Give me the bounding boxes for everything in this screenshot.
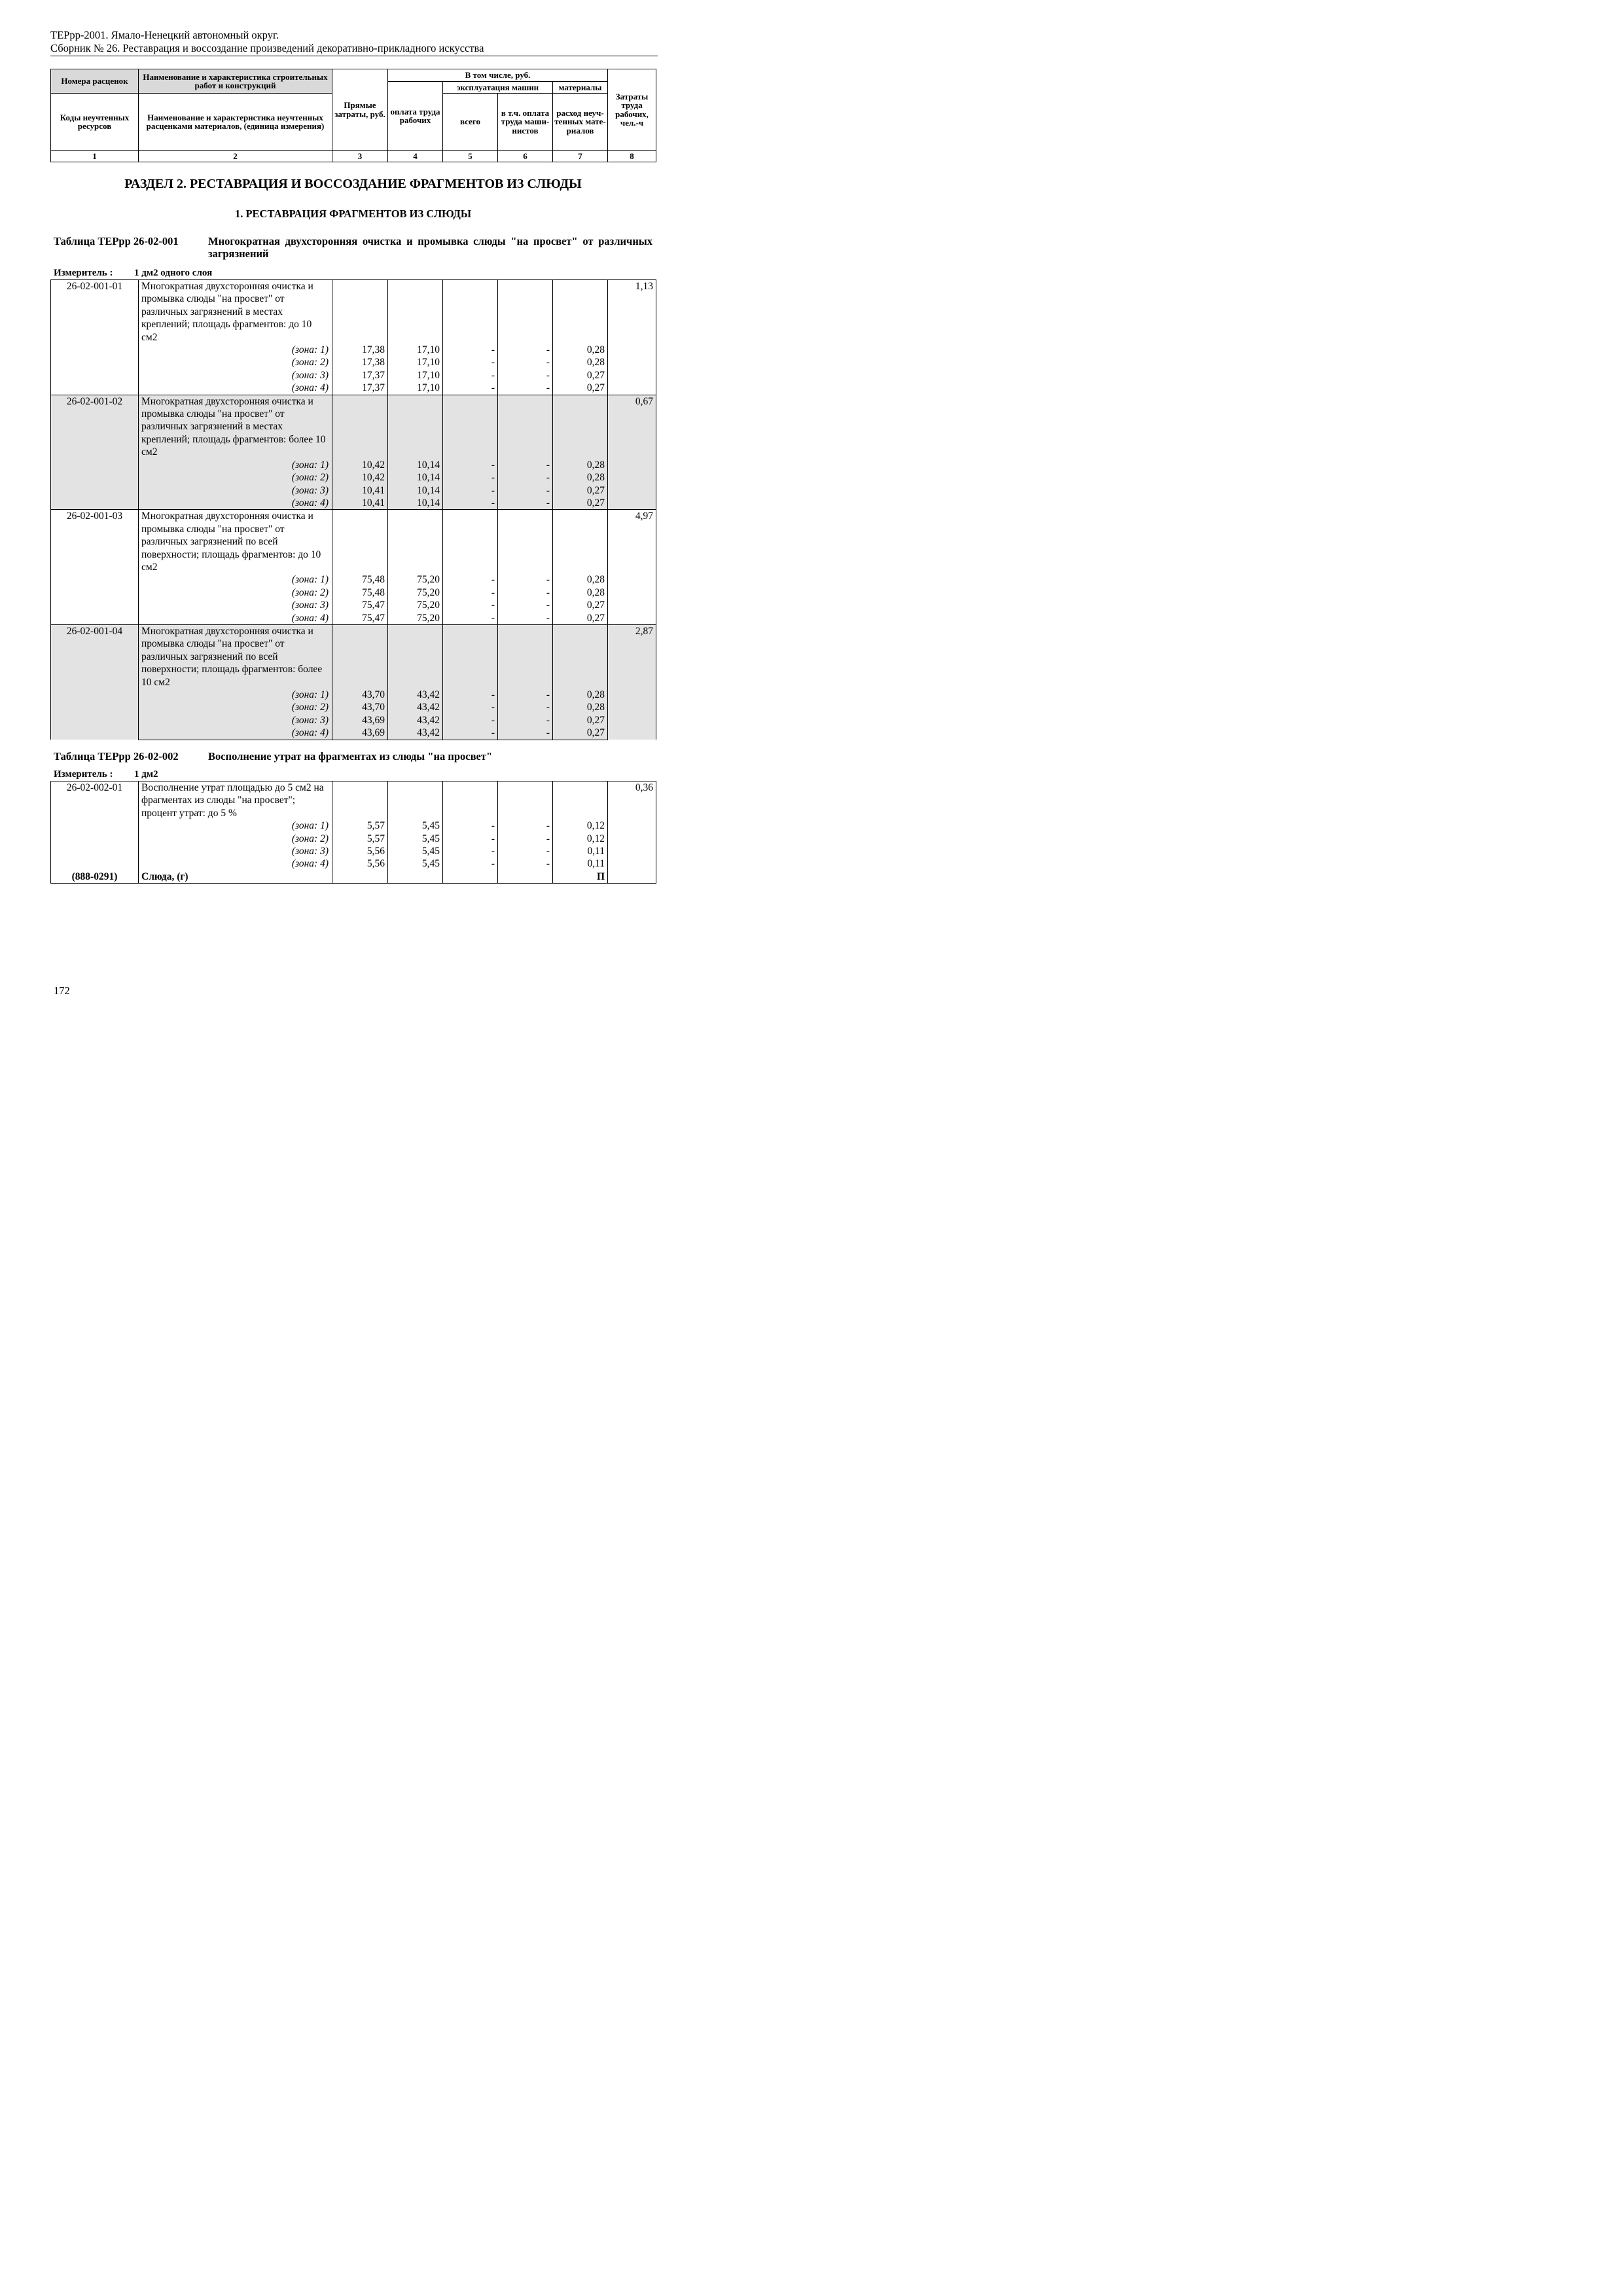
worker-pay: 10,14 — [388, 459, 443, 471]
zone-label: (зона: 2) — [139, 471, 332, 484]
measure-label: Измеритель : — [54, 769, 113, 780]
machinist-pay: - — [498, 369, 553, 382]
material-cost: 0,28 — [553, 689, 608, 701]
col-number: 7 — [553, 151, 608, 162]
material-cost: 0,28 — [553, 573, 608, 586]
direct-cost: 10,41 — [332, 497, 388, 510]
machinist-pay: - — [498, 819, 553, 832]
direct-cost: 5,57 — [332, 833, 388, 845]
machine-total: - — [443, 356, 498, 368]
rate-description: Многократная двухсторонняя очистка и промывка слюды "на просвет" от различных загрязнений в местах креплений; площадь фрагментов: до 10 см2 — [139, 280, 332, 344]
zone-row — [51, 689, 656, 701]
direct-cost: 75,48 — [332, 573, 388, 586]
direct-cost: 5,57 — [332, 819, 388, 832]
material-cost: 0,27 — [553, 726, 608, 740]
material-cost: 0,27 — [553, 369, 608, 382]
col-header-naim-neuchet: Наименование и характеристика неучтенных расценками материалов, (единица измерения) — [139, 94, 332, 151]
zone-row — [51, 833, 656, 845]
machinist-pay: - — [498, 459, 553, 471]
machine-total: - — [443, 701, 498, 713]
labor-cost: 4,97 — [608, 510, 656, 625]
empty-cell — [332, 624, 388, 689]
zone-label: (зона: 1) — [139, 573, 332, 586]
col-number: 4 — [388, 151, 443, 162]
col-header-kody: Коды неучтенных ресурсов — [51, 94, 139, 151]
col-header-pryamye: Прямые затраты, руб. — [332, 69, 388, 151]
machinist-pay: - — [498, 484, 553, 497]
zone-row — [51, 586, 656, 599]
zone-row — [51, 819, 656, 832]
col-header-naimenovanie: Наименование и характеристика строительных работ и конструкций — [139, 69, 332, 94]
empty-cell — [443, 870, 498, 884]
empty-cell — [443, 280, 498, 344]
machinist-pay: - — [498, 857, 553, 870]
document-page — [0, 0, 722, 1022]
machinist-pay: - — [498, 382, 553, 395]
empty-cell — [443, 624, 498, 689]
empty-cell — [443, 395, 498, 459]
machinist-pay: - — [498, 701, 553, 713]
table-name: Восполнение утрат на фрагментах из слюды "на просвет" — [208, 750, 493, 762]
direct-cost: 17,38 — [332, 356, 388, 368]
labor-cost: 1,13 — [608, 280, 656, 395]
machinist-pay: - — [498, 612, 553, 625]
zone-label: (зона: 1) — [139, 689, 332, 701]
worker-pay: 75,20 — [388, 573, 443, 586]
empty-cell — [443, 510, 498, 574]
col-header-zatraty: Затраты труда рабочих, чел.-ч — [608, 69, 656, 151]
zone-label: (зона: 2) — [139, 356, 332, 368]
zone-row — [51, 701, 656, 713]
worker-pay: 75,20 — [388, 586, 443, 599]
material-cost: 0,12 — [553, 833, 608, 845]
resource-flag: П — [553, 870, 608, 884]
worker-pay: 43,42 — [388, 714, 443, 726]
rate-description: Многократная двухсторонняя очистка и промывка слюды "на просвет" от различных загрязнений по всей поверхности; площадь фрагментов: более 10 см2 — [139, 624, 332, 689]
direct-cost: 75,48 — [332, 586, 388, 599]
table-label: Таблица ТЕРрр 26-02-001 — [54, 235, 179, 247]
worker-pay: 43,42 — [388, 701, 443, 713]
rate-description: Многократная двухсторонняя очистка и промывка слюды "на просвет" от различных загрязнений в местах креплений; площадь фрагментов: более 10 см2 — [139, 395, 332, 459]
machine-total: - — [443, 833, 498, 845]
zone-label: (зона: 3) — [139, 845, 332, 857]
col-number: 8 — [608, 151, 656, 162]
col-header-ekspluataciya: эксплуатация машин — [443, 82, 553, 94]
zone-label: (зона: 4) — [139, 857, 332, 870]
zone-row — [51, 845, 656, 857]
zone-row — [51, 599, 656, 611]
table-row — [51, 624, 656, 689]
empty-cell — [553, 624, 608, 689]
empty-cell — [498, 280, 553, 344]
worker-pay: 10,14 — [388, 484, 443, 497]
worker-pay: 43,42 — [388, 689, 443, 701]
empty-cell — [388, 510, 443, 574]
measure-unit — [54, 768, 158, 780]
machinist-pay: - — [498, 497, 553, 510]
machinist-pay: - — [498, 471, 553, 484]
worker-pay: 5,45 — [388, 819, 443, 832]
zone-label: (зона: 4) — [139, 612, 332, 625]
material-cost: 0,27 — [553, 612, 608, 625]
labor-cost: 0,67 — [608, 395, 656, 510]
zone-row — [51, 369, 656, 382]
material-cost: 0,28 — [553, 701, 608, 713]
direct-cost: 10,41 — [332, 484, 388, 497]
machine-total: - — [443, 689, 498, 701]
empty-cell — [388, 280, 443, 344]
worker-pay: 10,14 — [388, 471, 443, 484]
section-title: РАЗДЕЛ 2. РЕСТАВРАЦИЯ И ВОССОЗДАНИЕ ФРАГМЕНТОВ ИЗ СЛЮДЫ — [124, 177, 582, 191]
direct-cost: 5,56 — [332, 857, 388, 870]
material-cost: 0,28 — [553, 586, 608, 599]
zone-label: (зона: 2) — [139, 833, 332, 845]
direct-cost: 5,56 — [332, 845, 388, 857]
measure-value: 1 дм2 одного слоя — [134, 268, 213, 278]
header-line-2: Сборник № 26. Реставрация и воссоздание произведений декоративно-прикладного искусства — [50, 42, 484, 54]
machinist-pay: - — [498, 714, 553, 726]
measure-value: 1 дм2 — [134, 769, 158, 780]
machine-total: - — [443, 726, 498, 740]
empty-cell — [332, 781, 388, 820]
machine-total: - — [443, 599, 498, 611]
zone-row — [51, 714, 656, 726]
price-table — [50, 279, 656, 740]
subsection-title: 1. РЕСТАВРАЦИЯ ФРАГМЕНТОВ ИЗ СЛЮДЫ — [234, 207, 472, 220]
zone-row — [51, 356, 656, 368]
direct-cost: 75,47 — [332, 612, 388, 625]
zone-label: (зона: 4) — [139, 382, 332, 395]
machine-total: - — [443, 845, 498, 857]
machine-total: - — [443, 459, 498, 471]
material-cost: 0,28 — [553, 471, 608, 484]
col-number: 3 — [332, 151, 388, 162]
table-name: Многократная двухсторонняя очистка и промывка слюды "на просвет" от различных загрязнений — [208, 235, 652, 260]
empty-cell — [388, 781, 443, 820]
table-row — [51, 280, 656, 344]
machine-total: - — [443, 344, 498, 356]
direct-cost: 43,69 — [332, 714, 388, 726]
price-table — [50, 781, 656, 884]
machine-total: - — [443, 484, 498, 497]
machine-total: - — [443, 714, 498, 726]
direct-cost: 17,37 — [332, 382, 388, 395]
zone-label: (зона: 1) — [139, 344, 332, 356]
zone-label: (зона: 3) — [139, 714, 332, 726]
empty-cell — [388, 395, 443, 459]
machine-total: - — [443, 573, 498, 586]
worker-pay: 17,10 — [388, 344, 443, 356]
col-header-rashod: расход неуч-тенных мате-риалов — [553, 94, 608, 151]
zone-label: (зона: 4) — [139, 497, 332, 510]
empty-cell — [332, 395, 388, 459]
machine-total: - — [443, 586, 498, 599]
machine-total: - — [443, 857, 498, 870]
empty-cell — [498, 395, 553, 459]
measure-label: Измеритель : — [54, 268, 113, 278]
machinist-pay: - — [498, 573, 553, 586]
resource-name: Слюда, (г) — [139, 870, 332, 884]
worker-pay: 17,10 — [388, 356, 443, 368]
material-cost: 0,27 — [553, 382, 608, 395]
machine-total: - — [443, 382, 498, 395]
material-cost: 0,28 — [553, 344, 608, 356]
zone-row — [51, 612, 656, 625]
machinist-pay: - — [498, 356, 553, 368]
rate-code: 26-02-001-04 — [51, 624, 139, 740]
col-header-nomera: Номера расценок — [51, 69, 139, 94]
machinist-pay: - — [498, 586, 553, 599]
empty-cell — [553, 781, 608, 820]
table-row — [51, 395, 656, 459]
col-header-materialy: материалы — [553, 82, 608, 94]
running-header — [50, 29, 658, 56]
page-number: 172 — [54, 984, 70, 997]
worker-pay: 43,42 — [388, 726, 443, 740]
col-number: 2 — [139, 151, 332, 162]
direct-cost: 10,42 — [332, 471, 388, 484]
empty-cell — [553, 510, 608, 574]
direct-cost: 17,37 — [332, 369, 388, 382]
zone-row — [51, 484, 656, 497]
machinist-pay: - — [498, 833, 553, 845]
col-header-v-tom-chisle: В том числе, руб. — [388, 69, 608, 82]
empty-cell — [443, 781, 498, 820]
empty-cell — [498, 624, 553, 689]
header-line-1: ТЕРрр-2001. Ямало-Ненецкий автономный округ. — [50, 29, 279, 41]
direct-cost: 17,38 — [332, 344, 388, 356]
direct-cost: 75,47 — [332, 599, 388, 611]
empty-cell — [388, 624, 443, 689]
zone-row — [51, 471, 656, 484]
col-number: 1 — [51, 151, 139, 162]
zone-label: (зона: 2) — [139, 701, 332, 713]
col-header-vsego: всего — [443, 94, 498, 151]
col-number: 5 — [443, 151, 498, 162]
zone-row — [51, 726, 656, 740]
empty-cell — [332, 510, 388, 574]
empty-cell — [388, 870, 443, 884]
worker-pay: 5,45 — [388, 845, 443, 857]
table-caption — [54, 235, 652, 260]
material-cost: 0,27 — [553, 714, 608, 726]
machinist-pay: - — [498, 344, 553, 356]
zone-row — [51, 573, 656, 586]
machinist-pay: - — [498, 599, 553, 611]
zone-label: (зона: 1) — [139, 819, 332, 832]
zone-row — [51, 344, 656, 356]
direct-cost: 43,69 — [332, 726, 388, 740]
material-cost: 0,28 — [553, 459, 608, 471]
column-header-table — [50, 69, 656, 162]
direct-cost: 43,70 — [332, 689, 388, 701]
rate-description: Многократная двухсторонняя очистка и промывка слюды "на просвет" от различных загрязнений по всей поверхности; площадь фрагментов: до 10 см2 — [139, 510, 332, 574]
zone-label: (зона: 3) — [139, 484, 332, 497]
machine-total: - — [443, 369, 498, 382]
labor-cost: 2,87 — [608, 624, 656, 740]
worker-pay: 5,45 — [388, 857, 443, 870]
material-cost: 0,28 — [553, 356, 608, 368]
rate-code: 26-02-001-01 — [51, 280, 139, 395]
rate-description: Восполнение утрат площадью до 5 см2 на фрагментах из слюды "на просвет"; процент утрат: до 5 % — [139, 781, 332, 820]
rate-code: 26-02-001-03 — [51, 510, 139, 625]
col-header-vtch: в т.ч. оплата труда маши-нистов — [498, 94, 553, 151]
material-cost: 0,27 — [553, 599, 608, 611]
empty-cell — [332, 870, 388, 884]
machine-total: - — [443, 819, 498, 832]
worker-pay: 10,14 — [388, 497, 443, 510]
machine-total: - — [443, 471, 498, 484]
worker-pay: 5,45 — [388, 833, 443, 845]
resource-row — [51, 870, 656, 884]
zone-row — [51, 497, 656, 510]
labor-cost: 0,36 — [608, 781, 656, 870]
table-caption — [54, 750, 652, 762]
table-row — [51, 510, 656, 574]
rate-code: 26-02-001-02 — [51, 395, 139, 510]
empty-cell — [332, 280, 388, 344]
material-cost: 0,12 — [553, 819, 608, 832]
empty-cell — [553, 395, 608, 459]
material-cost: 0,27 — [553, 497, 608, 510]
empty-cell — [608, 870, 656, 884]
worker-pay: 75,20 — [388, 599, 443, 611]
machine-total: - — [443, 612, 498, 625]
material-cost: 0,11 — [553, 857, 608, 870]
worker-pay: 17,10 — [388, 382, 443, 395]
machine-total: - — [443, 497, 498, 510]
machinist-pay: - — [498, 845, 553, 857]
material-cost: 0,11 — [553, 845, 608, 857]
zone-row — [51, 459, 656, 471]
material-cost: 0,27 — [553, 484, 608, 497]
measure-unit — [54, 267, 213, 279]
table-row — [51, 781, 656, 820]
zone-label: (зона: 4) — [139, 726, 332, 740]
zone-label: (зона: 1) — [139, 459, 332, 471]
table-label: Таблица ТЕРрр 26-02-002 — [54, 750, 179, 762]
zone-row — [51, 857, 656, 870]
empty-cell — [498, 781, 553, 820]
resource-code: (888-0291) — [51, 870, 139, 884]
zone-label: (зона: 3) — [139, 369, 332, 382]
empty-cell — [498, 870, 553, 884]
zone-row — [51, 382, 656, 395]
worker-pay: 17,10 — [388, 369, 443, 382]
rate-code: 26-02-002-01 — [51, 781, 139, 870]
machinist-pay: - — [498, 726, 553, 740]
zone-label: (зона: 2) — [139, 586, 332, 599]
col-number: 6 — [498, 151, 553, 162]
worker-pay: 75,20 — [388, 612, 443, 625]
zone-label: (зона: 3) — [139, 599, 332, 611]
empty-cell — [553, 280, 608, 344]
direct-cost: 43,70 — [332, 701, 388, 713]
machinist-pay: - — [498, 689, 553, 701]
direct-cost: 10,42 — [332, 459, 388, 471]
empty-cell — [498, 510, 553, 574]
col-header-oplata: оплата труда рабочих — [388, 82, 443, 151]
